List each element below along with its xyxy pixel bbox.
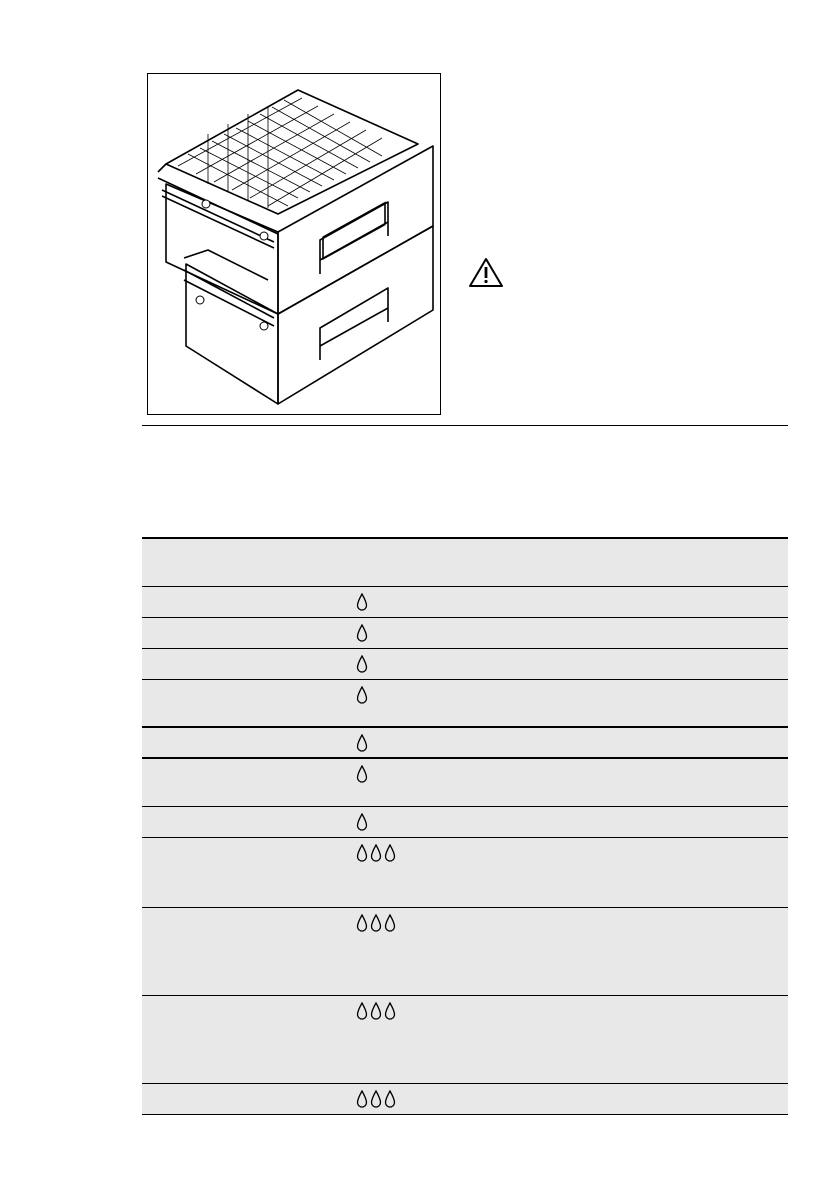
water-drop-icon: [370, 914, 382, 932]
humidity-drops: [356, 765, 368, 785]
water-drop-icon: [356, 914, 368, 932]
water-drop-icon: [370, 1090, 382, 1108]
table-row: [142, 838, 788, 908]
water-drop-icon: [356, 655, 368, 673]
humidity-drops: [356, 655, 368, 675]
water-drop-icon: [356, 593, 368, 611]
humidity-drops: [356, 593, 368, 613]
water-drop-icon: [384, 1002, 396, 1020]
water-drop-icon: [384, 844, 396, 862]
table-row: [142, 680, 788, 728]
water-drop-icon: [356, 813, 368, 831]
table-row: [142, 728, 788, 759]
table-row: [142, 587, 788, 618]
drawer-basket-illustration: [148, 74, 442, 416]
water-drop-icon: [356, 844, 368, 862]
humidity-drops: [356, 813, 368, 833]
water-drop-icon: [356, 734, 368, 752]
drawer-illustration-frame: [147, 73, 441, 415]
water-drop-icon: [356, 624, 368, 642]
storage-table: [142, 537, 788, 1115]
humidity-drops: [356, 624, 368, 644]
table-row: [142, 996, 788, 1084]
water-drop-icon: [356, 1002, 368, 1020]
table-row: [142, 649, 788, 680]
humidity-drops: [356, 734, 368, 754]
water-drop-icon: [384, 1090, 396, 1108]
humidity-drops: [356, 1002, 396, 1022]
humidity-drops: [356, 914, 396, 934]
table-row: [142, 908, 788, 996]
table-row: [142, 759, 788, 807]
humidity-drops: [356, 686, 368, 706]
water-drop-icon: [356, 1090, 368, 1108]
table-row: [142, 618, 788, 649]
water-drop-icon: [356, 765, 368, 783]
warning-triangle-icon: [468, 256, 504, 288]
water-drop-icon: [370, 1002, 382, 1020]
table-header-row: [142, 537, 788, 587]
humidity-drops: [356, 844, 396, 864]
water-drop-icon: [356, 686, 368, 704]
water-drop-icon: [384, 914, 396, 932]
table-row: [142, 1084, 788, 1115]
water-drop-icon: [370, 844, 382, 862]
table-row: [142, 807, 788, 838]
section-divider: [142, 425, 788, 426]
humidity-drops: [356, 1090, 396, 1110]
